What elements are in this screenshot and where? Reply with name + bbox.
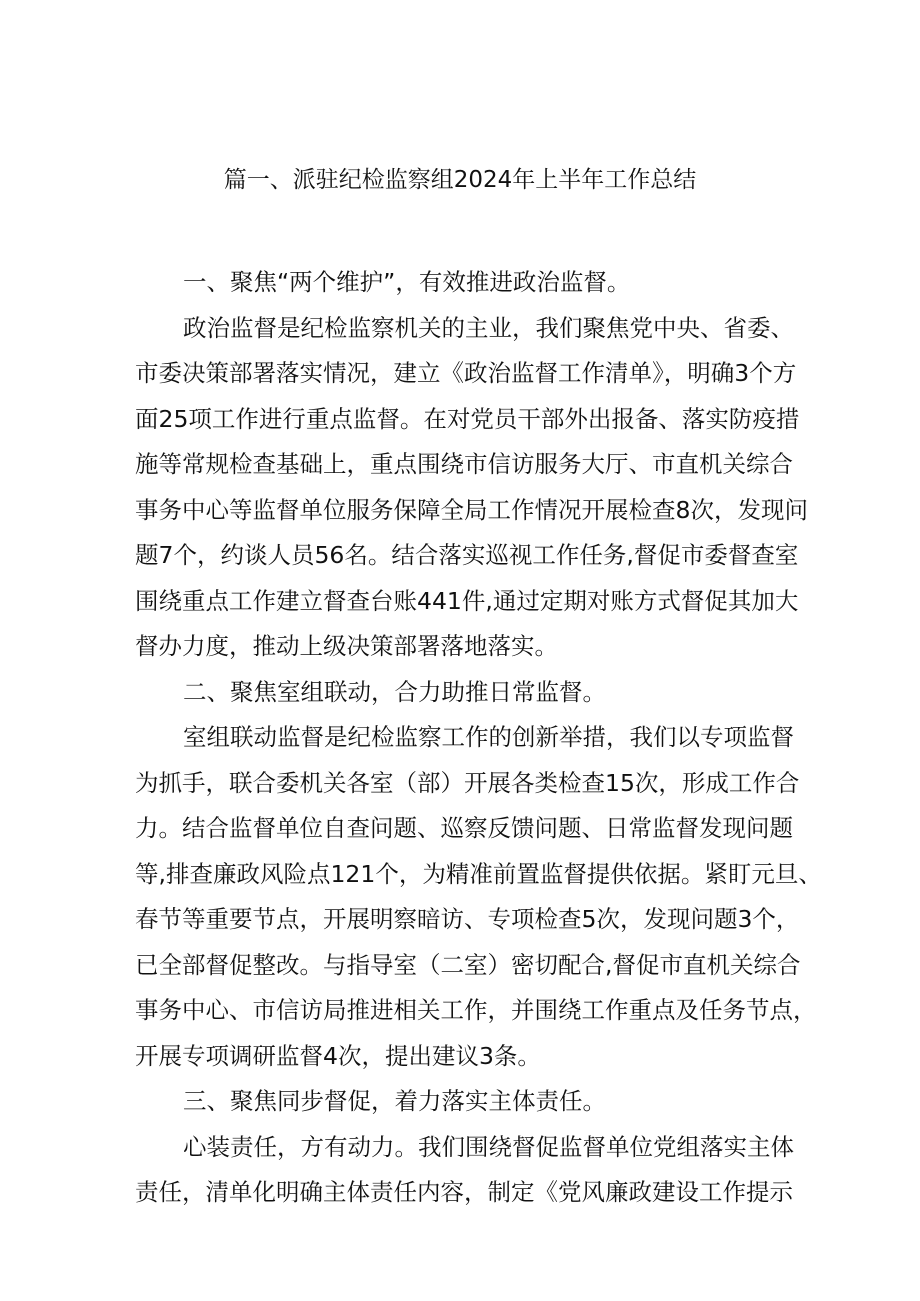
paragraph-2-line-4: 等,排查廉政风险点121个，为精准前置监督提供依据。紧盯元旦、 [135, 859, 822, 888]
paragraph-1-line-2: 市委决策部署落实情况，建立《政治监督工作清单》，明确3个方 [135, 359, 797, 387]
document-title: 篇一、派驻纪检监察组2024年上半年工作总结 [223, 167, 697, 193]
paragraph-1-line-5: 事务中心等监督单位服务保障全局工作情况开展检查8次，发现问 [135, 495, 808, 524]
section-heading-2: 二、聚焦室组联动，合力助推日常监督。 [183, 677, 606, 706]
paragraph-1-line-8: 督办力度，推动上级决策部署落地落实。 [135, 632, 558, 660]
paragraph-1-line-3: 面25项工作进行重点监督。在对党员干部外出报备、落实防疫措 [135, 404, 800, 433]
paragraph-2-line-7: 事务中心、市信访局推进相关工作，并围绕工作重点及任务节点， [135, 996, 817, 1024]
paragraph-2-line-5: 春节等重要节点，开展明察暗访、专项检查5次，发现问题3个， [135, 905, 800, 933]
paragraph-2-line-3: 力。结合监督单位自查问题、巡察反馈问题、日常监督发现问题 [135, 814, 793, 842]
paragraph-2-line-1: 室组联动监督是纪检监察工作的创新举措，我们以专项监督 [183, 723, 794, 751]
paragraph-2-line-8: 开展专项调研监督4次，提出建议3条。 [135, 1041, 541, 1070]
section-heading-1: 一、聚焦“两个维护”，有效推进政治监督。 [183, 268, 631, 296]
paragraph-2-line-2: 为抓手，联合委机关各室（部）开展各类检查15次，形成工作合 [135, 768, 800, 797]
paragraph-3-line-2: 责任，清单化明确主体责任内容，制定《党风廉政建设工作提示 [135, 1178, 793, 1206]
paragraph-1-line-4: 施等常规检查基础上，重点围绕市信访服务大厅、市直机关综合 [135, 450, 793, 478]
paragraph-3-line-1: 心装责任，方有动力。我们围绕督促监督单位党组落实主体 [183, 1132, 794, 1161]
paragraph-2-line-6: 已全部督促整改。与指导室（二室）密切配合,督促市直机关综合 [135, 950, 801, 979]
paragraph-1-line-7: 围绕重点工作建立督查台账441件,通过定期对账方式督促其加大 [135, 586, 799, 615]
section-heading-3: 三、聚焦同步督促，着力落实主体责任。 [183, 1087, 606, 1115]
document-body [135, 260, 822, 1216]
paragraph-1-line-1: 政治监督是纪检监察机关的主业，我们聚焦党中央、省委、 [183, 313, 794, 342]
paragraph-1-line-6: 题7个，约谈人员56名。结合落实巡视工作任务,督促市委督查室 [135, 541, 799, 569]
